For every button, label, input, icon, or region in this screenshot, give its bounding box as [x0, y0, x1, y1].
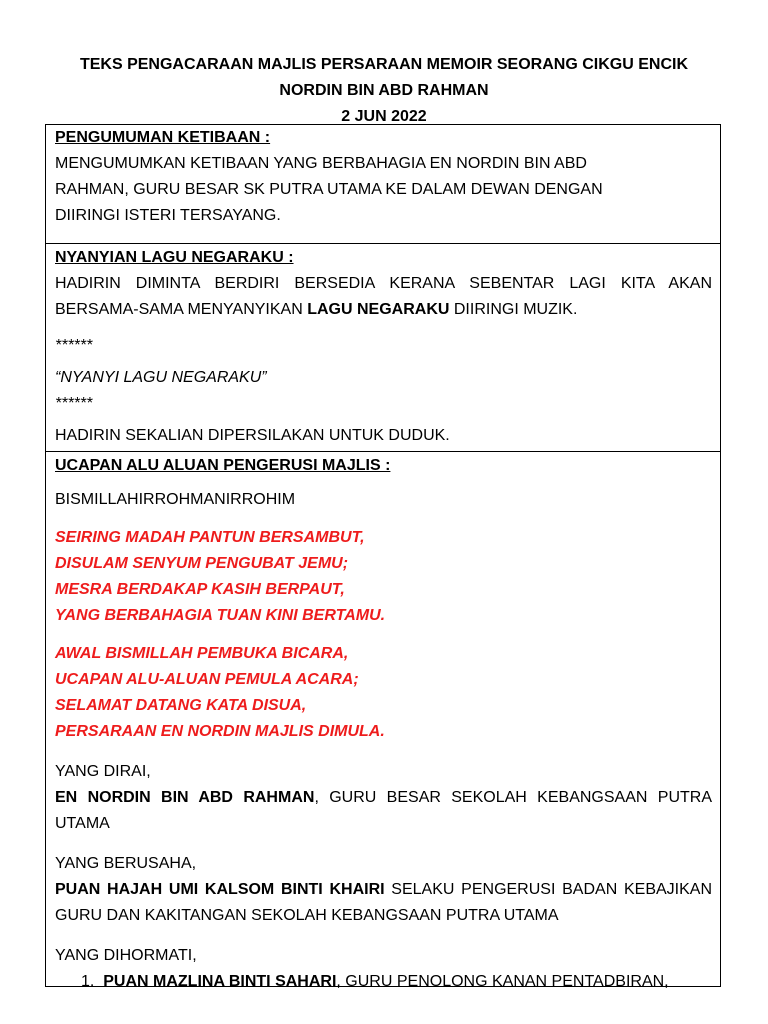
section-pengumuman: [46, 125, 720, 229]
row-divider: [46, 243, 720, 244]
pantun-line: PERSARAAN EN NORDIN MAJLIS DIMULA.: [55, 723, 385, 740]
section-alu-aluan: [46, 453, 720, 995]
section-heading: UCAPAN ALU ALUAN PENGERUSI MAJLIS :: [55, 457, 391, 474]
dirai-label: YANG DIRAI,: [55, 763, 151, 780]
list-number: 1.: [81, 973, 95, 990]
document-title: [0, 52, 768, 130]
pantun-line: MESRA BERDAKAP KASIH BERPAUT,: [55, 581, 345, 598]
title-line-3: 2 JUN 2022: [341, 108, 427, 125]
content-table: [45, 124, 721, 990]
section-body: HADIRIN SEKALIAN DIPERSILAKAN UNTUK DUDUK.: [55, 427, 450, 444]
title-line-2: NORDIN BIN ABD RAHMAN: [279, 82, 489, 99]
section-heading: PENGUMUMAN KETIBAAN :: [55, 129, 271, 146]
berusaha-label: YANG BERUSAHA,: [55, 855, 197, 872]
dirai-name: EN NORDIN BIN ABD RAHMAN: [55, 789, 315, 806]
pantun-verse-1: [55, 525, 712, 629]
dihormati-label: YANG DIHORMATI,: [55, 947, 197, 964]
berusaha-name: PUAN HAJAH UMI KALSOM BINTI KHAIRI: [55, 881, 385, 898]
dirai-rest: , GURU BESAR SEKOLAH KEBANGSAAN PUTRA UTAMA: [55, 789, 713, 832]
pantun-line: UCAPAN ALU-ALUAN PEMULA ACARA;: [55, 671, 359, 688]
bismillah-text: BISMILLAHIRROHMANIRROHIM: [55, 491, 296, 508]
row-divider: [46, 451, 720, 452]
list-item-name: PUAN MAZLINA BINTI SAHARI: [103, 973, 337, 990]
section-heading: NYANYIAN LAGU NEGARAKU :: [55, 249, 294, 266]
pantun-line: DISULAM SENYUM PENGUBAT JEMU;: [55, 555, 349, 572]
berusaha-rest: SELAKU PENGERUSI BADAN KEBAJIKAN GURU DAN KAKITANGAN SEKOLAH KEBANGSAAN PUTRA UTAMA: [55, 881, 713, 924]
dirai-text: [55, 785, 712, 837]
body-text: HADIRIN DIMINTA BERDIRI BERSEDIA KERANA SEBENTAR LAGI KITA AKAN BERSAMA-SAMA MENYANYIKAN: [55, 275, 712, 318]
pantun-line: YANG BERBAHAGIA TUAN KINI BERTAMU.: [55, 607, 386, 624]
body-text: DIIRINGI MUZIK.: [449, 301, 578, 318]
body-bold: LAGU NEGARAKU: [307, 301, 450, 318]
pantun-line: SEIRING MADAH PANTUN BERSAMBUT,: [55, 529, 365, 546]
title-line-1: TEKS PENGACARAAN MAJLIS PERSARAAN MEMOIR SEORANG CIKGU ENCIK: [79, 56, 689, 73]
pantun-line: AWAL BISMILLAH PEMBUKA BICARA,: [55, 645, 349, 662]
pantun-line: SELAMAT DATANG KATA DISUA,: [55, 697, 307, 714]
section-body: MENGUMUMKAN KETIBAAN YANG BERBAHAGIA EN NORDIN BIN ABD RAHMAN, GURU BESAR SK PUTRA UTAMA KE DALAM DEWAN DENGAN DIIRINGI ISTERI TERSAYANG.: [55, 155, 603, 224]
stars: ******: [55, 395, 93, 412]
song-note: “NYANYI LAGU NEGARAKU”: [55, 369, 267, 386]
stars: ******: [55, 337, 93, 354]
pantun-verse-2: [55, 641, 712, 745]
list-item-rest: , GURU PENOLONG KANAN PENTADBIRAN,: [336, 973, 669, 990]
section-body: [55, 271, 712, 323]
berusaha-text: [55, 877, 712, 929]
list-item: [55, 969, 712, 995]
section-negaraku: [46, 245, 720, 449]
